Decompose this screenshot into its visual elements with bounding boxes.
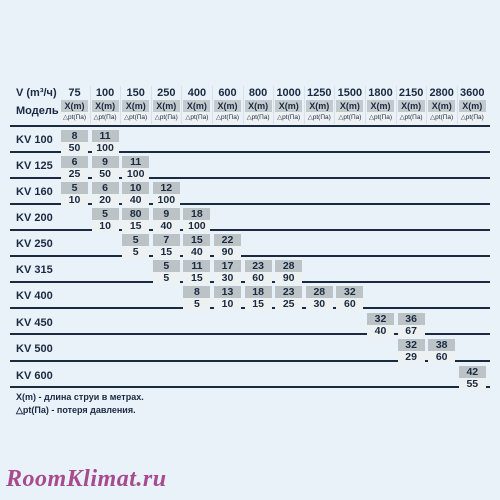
pressure-loss-cell: 50	[61, 142, 88, 154]
throw-length-cell: 32	[367, 313, 394, 325]
model-label: KV 600	[16, 370, 53, 382]
throw-length-cell: 11	[122, 156, 149, 168]
column-divider	[334, 86, 335, 124]
throw-length-cell: 32	[398, 339, 425, 351]
flow-header-label: V (m³/ч)	[16, 87, 57, 99]
pressure-loss-cell: 5	[153, 272, 180, 284]
pressure-loss-cell: 60	[336, 298, 363, 310]
site-watermark: RoomKlimat.ru	[6, 466, 167, 492]
flow-value-600: 600	[218, 87, 237, 99]
pressure-loss-cell: 15	[122, 220, 149, 232]
throw-length-cell: 80	[122, 208, 149, 220]
pressure-loss-cell: 100	[153, 194, 180, 206]
throw-length-cell: 36	[398, 313, 425, 325]
p-unit-label: △pt(Па)	[459, 112, 486, 124]
flow-value-800: 800	[248, 87, 268, 99]
throw-length-cell: 15	[183, 234, 210, 246]
throw-length-cell: 18	[183, 208, 210, 220]
throw-length-cell: 42	[459, 366, 486, 378]
flow-value-75: 75	[68, 87, 81, 99]
throw-length-cell: 5	[153, 260, 180, 272]
throw-length-cell: 13	[214, 286, 241, 298]
column-divider	[212, 86, 213, 124]
pressure-loss-cell: 40	[183, 246, 210, 258]
row-separator	[10, 229, 490, 231]
throw-length-cell: 7	[153, 234, 180, 246]
pressure-loss-cell: 90	[275, 272, 302, 284]
flow-value-150: 150	[126, 87, 145, 99]
column-divider	[90, 86, 91, 124]
flow-value-1250: 1250	[307, 87, 332, 99]
flow-value-1500: 1500	[337, 87, 363, 99]
throw-length-cell: 11	[183, 260, 210, 272]
model-label: KV 250	[16, 238, 53, 250]
model-label: KV 500	[16, 343, 53, 355]
flow-value-2800: 2800	[429, 87, 454, 99]
pressure-loss-cell: 67	[398, 325, 425, 337]
p-unit-label: △pt(Па)	[122, 112, 149, 124]
pressure-loss-cell: 100	[122, 168, 149, 180]
legend-x: X(m) - длина струи в метрах.	[16, 392, 144, 402]
x-unit-label: X(m)	[275, 100, 302, 112]
pressure-loss-cell: 100	[183, 220, 210, 232]
pressure-loss-cell: 40	[153, 220, 180, 232]
row-separator	[10, 386, 490, 388]
flow-value-400: 400	[187, 87, 207, 99]
pressure-loss-cell: 60	[245, 272, 272, 284]
flow-value-2150: 2150	[398, 87, 424, 99]
throw-length-cell: 10	[122, 182, 149, 194]
throw-length-cell: 11	[92, 130, 119, 142]
throw-length-cell: 5	[122, 234, 149, 246]
x-unit-label: X(m)	[183, 100, 210, 112]
column-divider	[243, 86, 244, 124]
x-unit-label: X(m)	[92, 100, 119, 112]
flow-value-1000: 1000	[276, 87, 301, 99]
pressure-loss-cell: 30	[214, 272, 241, 284]
x-unit-label: X(m)	[367, 100, 394, 112]
column-divider	[396, 86, 397, 124]
x-unit-label: X(m)	[306, 100, 333, 112]
legend-p: △pt(Па) - потеря давления.	[16, 405, 136, 415]
pressure-loss-cell: 40	[122, 194, 149, 206]
pressure-loss-cell: 20	[92, 194, 119, 206]
model-label: KV 200	[16, 212, 53, 224]
model-label: KV 100	[16, 134, 53, 146]
column-divider	[120, 86, 121, 124]
x-unit-label: X(m)	[245, 100, 272, 112]
throw-length-cell: 6	[92, 182, 119, 194]
throw-length-cell: 8	[183, 286, 210, 298]
p-unit-label: △pt(Па)	[153, 112, 180, 124]
pressure-loss-cell: 55	[459, 378, 486, 390]
pressure-loss-cell: 30	[306, 298, 333, 310]
flow-value-250: 250	[157, 87, 176, 99]
model-label: KV 125	[16, 160, 53, 172]
throw-length-cell: 22	[214, 234, 241, 246]
x-unit-label: X(m)	[122, 100, 149, 112]
throw-length-cell: 8	[61, 130, 88, 142]
pressure-loss-cell: 50	[92, 168, 119, 180]
throw-length-cell: 28	[306, 286, 333, 298]
column-divider	[457, 86, 458, 124]
column-divider	[181, 86, 182, 124]
pressure-loss-cell: 100	[92, 142, 119, 154]
model-header-label: Модель	[16, 105, 59, 117]
pressure-loss-cell: 10	[61, 194, 88, 206]
p-unit-label: △pt(Па)	[428, 112, 455, 124]
pressure-loss-cell: 15	[153, 246, 180, 258]
column-divider	[426, 86, 427, 124]
p-unit-label: △pt(Па)	[398, 112, 425, 124]
x-unit-label: X(m)	[398, 100, 425, 112]
column-divider	[151, 86, 152, 124]
pressure-loss-cell: 25	[275, 298, 302, 310]
pressure-loss-cell: 40	[367, 325, 394, 337]
pressure-loss-cell: 29	[398, 351, 425, 363]
pressure-loss-cell: 5	[122, 246, 149, 258]
pressure-loss-cell: 15	[245, 298, 272, 310]
x-unit-label: X(m)	[61, 100, 88, 112]
flow-value-1800: 1800	[368, 87, 393, 99]
row-separator	[10, 125, 490, 127]
p-unit-label: △pt(Па)	[92, 112, 119, 124]
pressure-loss-cell: 10	[214, 298, 241, 310]
p-unit-label: △pt(Па)	[245, 112, 272, 124]
x-unit-label: X(m)	[214, 100, 241, 112]
throw-length-cell: 5	[61, 182, 88, 194]
model-label: KV 315	[16, 264, 53, 276]
p-unit-label: △pt(Па)	[367, 112, 394, 124]
throw-length-cell: 38	[428, 339, 455, 351]
throw-length-cell: 23	[275, 286, 302, 298]
x-unit-label: X(m)	[336, 100, 363, 112]
model-label: KV 160	[16, 186, 53, 198]
throw-length-cell: 12	[153, 182, 180, 194]
throw-length-cell: 28	[275, 260, 302, 272]
column-divider	[304, 86, 305, 124]
column-divider	[365, 86, 366, 124]
p-unit-label: △pt(Па)	[214, 112, 241, 124]
pressure-loss-cell: 60	[428, 351, 455, 363]
throw-length-cell: 9	[92, 156, 119, 168]
model-label: KV 400	[16, 290, 53, 302]
flow-value-100: 100	[95, 87, 115, 99]
throw-length-cell: 5	[92, 208, 119, 220]
pressure-loss-cell: 90	[214, 246, 241, 258]
x-unit-label: X(m)	[428, 100, 455, 112]
p-unit-label: △pt(Па)	[336, 112, 363, 124]
pressure-loss-cell: 25	[61, 168, 88, 180]
throw-length-cell: 6	[61, 156, 88, 168]
x-unit-label: X(m)	[153, 100, 180, 112]
flow-value-3600: 3600	[460, 87, 485, 99]
column-divider	[273, 86, 274, 124]
pressure-loss-cell: 10	[92, 220, 119, 232]
pressure-loss-cell: 5	[183, 298, 210, 310]
pressure-loss-cell: 15	[183, 272, 210, 284]
throw-length-cell: 17	[214, 260, 241, 272]
p-unit-label: △pt(Па)	[183, 112, 210, 124]
x-unit-label: X(m)	[459, 100, 486, 112]
model-label: KV 450	[16, 317, 53, 329]
throw-length-cell: 23	[245, 260, 272, 272]
p-unit-label: △pt(Па)	[275, 112, 302, 124]
p-unit-label: △pt(Па)	[61, 112, 88, 124]
p-unit-label: △pt(Па)	[306, 112, 333, 124]
throw-length-cell: 32	[336, 286, 363, 298]
throw-length-cell: 9	[153, 208, 180, 220]
row-separator	[10, 255, 490, 257]
throw-length-cell: 18	[245, 286, 272, 298]
